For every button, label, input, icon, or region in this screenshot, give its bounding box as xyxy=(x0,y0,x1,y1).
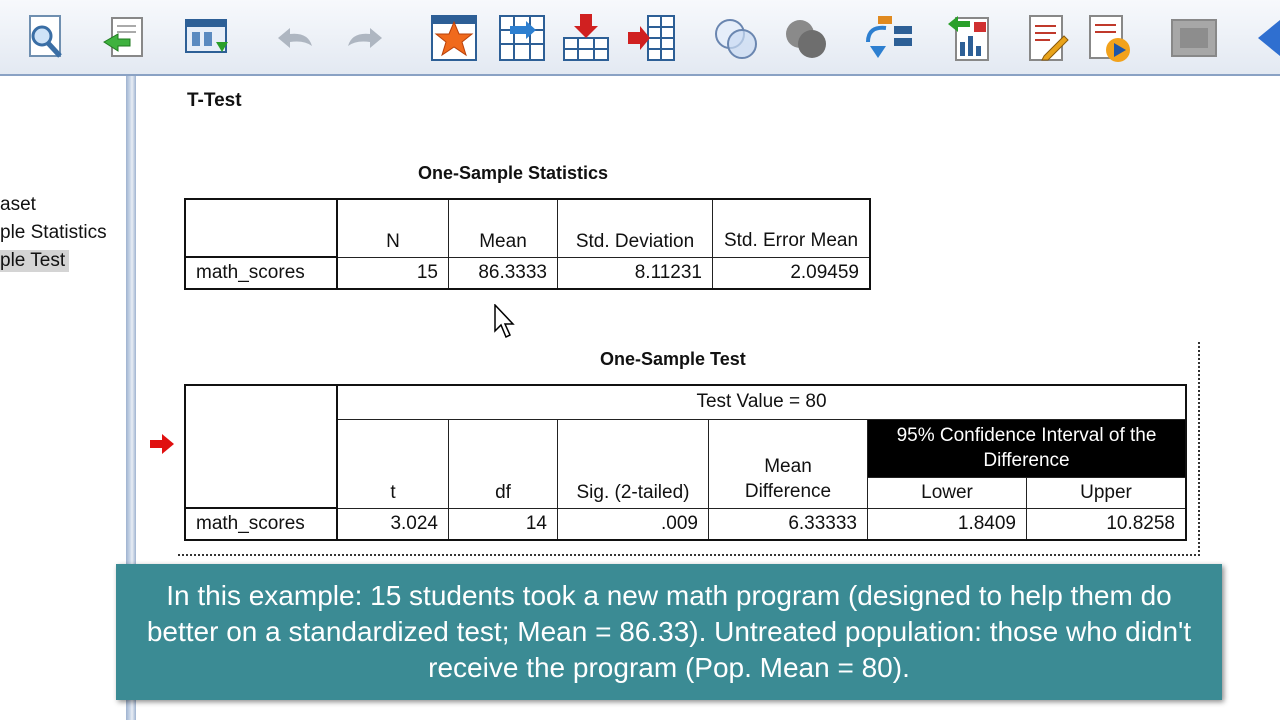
spell-check-icon[interactable] xyxy=(1020,12,1072,64)
goto-data-icon[interactable] xyxy=(182,12,234,64)
stats-col-header: Std. Deviation xyxy=(558,199,713,257)
goto-variable-icon[interactable] xyxy=(496,12,548,64)
test-table-title: One-Sample Test xyxy=(600,349,746,369)
test-col-header: df xyxy=(449,419,558,508)
ci-col-header: Lower xyxy=(868,477,1027,508)
toolbar xyxy=(0,0,1280,76)
outline-item-test[interactable]: ple Test xyxy=(0,250,69,272)
ci-col-header: Upper xyxy=(1027,477,1187,508)
outline-pane xyxy=(0,76,126,720)
value-cell: 14 xyxy=(449,508,558,540)
open-output-icon[interactable] xyxy=(20,12,72,64)
selected-arrow-icon xyxy=(150,434,174,459)
row-label: math_scores xyxy=(185,257,337,289)
test-col-header: Mean Difference xyxy=(709,419,868,508)
redo-icon[interactable] xyxy=(340,12,392,64)
table-row xyxy=(185,508,1186,540)
row-label: math_scores xyxy=(185,508,337,540)
test-col-header: t xyxy=(337,419,449,508)
ci-header: 95% Confidence Interval of the Difference xyxy=(868,419,1187,477)
stats-col-header: Std. Error Mean xyxy=(713,199,871,257)
recall-dialog-icon[interactable] xyxy=(98,12,150,64)
mouse-cursor-icon xyxy=(494,304,518,345)
stats-corner-cell xyxy=(185,199,337,257)
value-cell: .009 xyxy=(558,508,709,540)
outline-item-dataset[interactable]: aset xyxy=(0,194,36,215)
run-script-icon[interactable] xyxy=(1082,12,1134,64)
output-heading: T-Test xyxy=(187,90,242,111)
test-corner-cell xyxy=(185,385,337,508)
value-cell: 15 xyxy=(337,257,449,289)
insert-variable-icon[interactable] xyxy=(626,12,678,64)
value-labels-icon[interactable] xyxy=(864,12,916,64)
value-cell: 2.09459 xyxy=(713,257,871,289)
insert-cases-icon[interactable] xyxy=(560,12,612,64)
test-col-header: Sig. (2-tailed) xyxy=(558,419,709,508)
use-sets-icon[interactable] xyxy=(944,12,996,64)
stats-table xyxy=(184,198,871,290)
toolbar-scroll-left-icon[interactable] xyxy=(1254,12,1280,64)
value-cell: 6.33333 xyxy=(709,508,868,540)
value-cell: 8.11231 xyxy=(558,257,713,289)
stats-table-title: One-Sample Statistics xyxy=(418,163,609,183)
value-cell: 1.8409 xyxy=(868,508,1027,540)
split-file-icon[interactable] xyxy=(710,12,762,64)
goto-case-icon[interactable] xyxy=(428,12,480,64)
stats-col-header: N xyxy=(337,199,449,257)
value-cell: 86.3333 xyxy=(449,257,558,289)
value-cell: 10.8258 xyxy=(1027,508,1187,540)
value-cell: 3.024 xyxy=(337,508,449,540)
test-table xyxy=(184,384,1187,541)
table-row xyxy=(185,257,870,289)
undo-icon[interactable] xyxy=(268,12,320,64)
outline-item-statistics[interactable]: ple Statistics xyxy=(0,222,107,243)
designate-window-icon[interactable] xyxy=(1168,12,1220,64)
caption-text: In this example: 15 students took a new math program (designed to help them do better on a standardized test; Mean = 86.33). Untreated population: those who didn't receive the program (Pop. Mean = 80). xyxy=(146,580,1192,683)
select-cases-icon[interactable] xyxy=(780,12,832,64)
test-value-header: Test Value = 80 xyxy=(337,385,1186,419)
caption-box xyxy=(116,564,1222,700)
stats-col-header: Mean xyxy=(449,199,558,257)
